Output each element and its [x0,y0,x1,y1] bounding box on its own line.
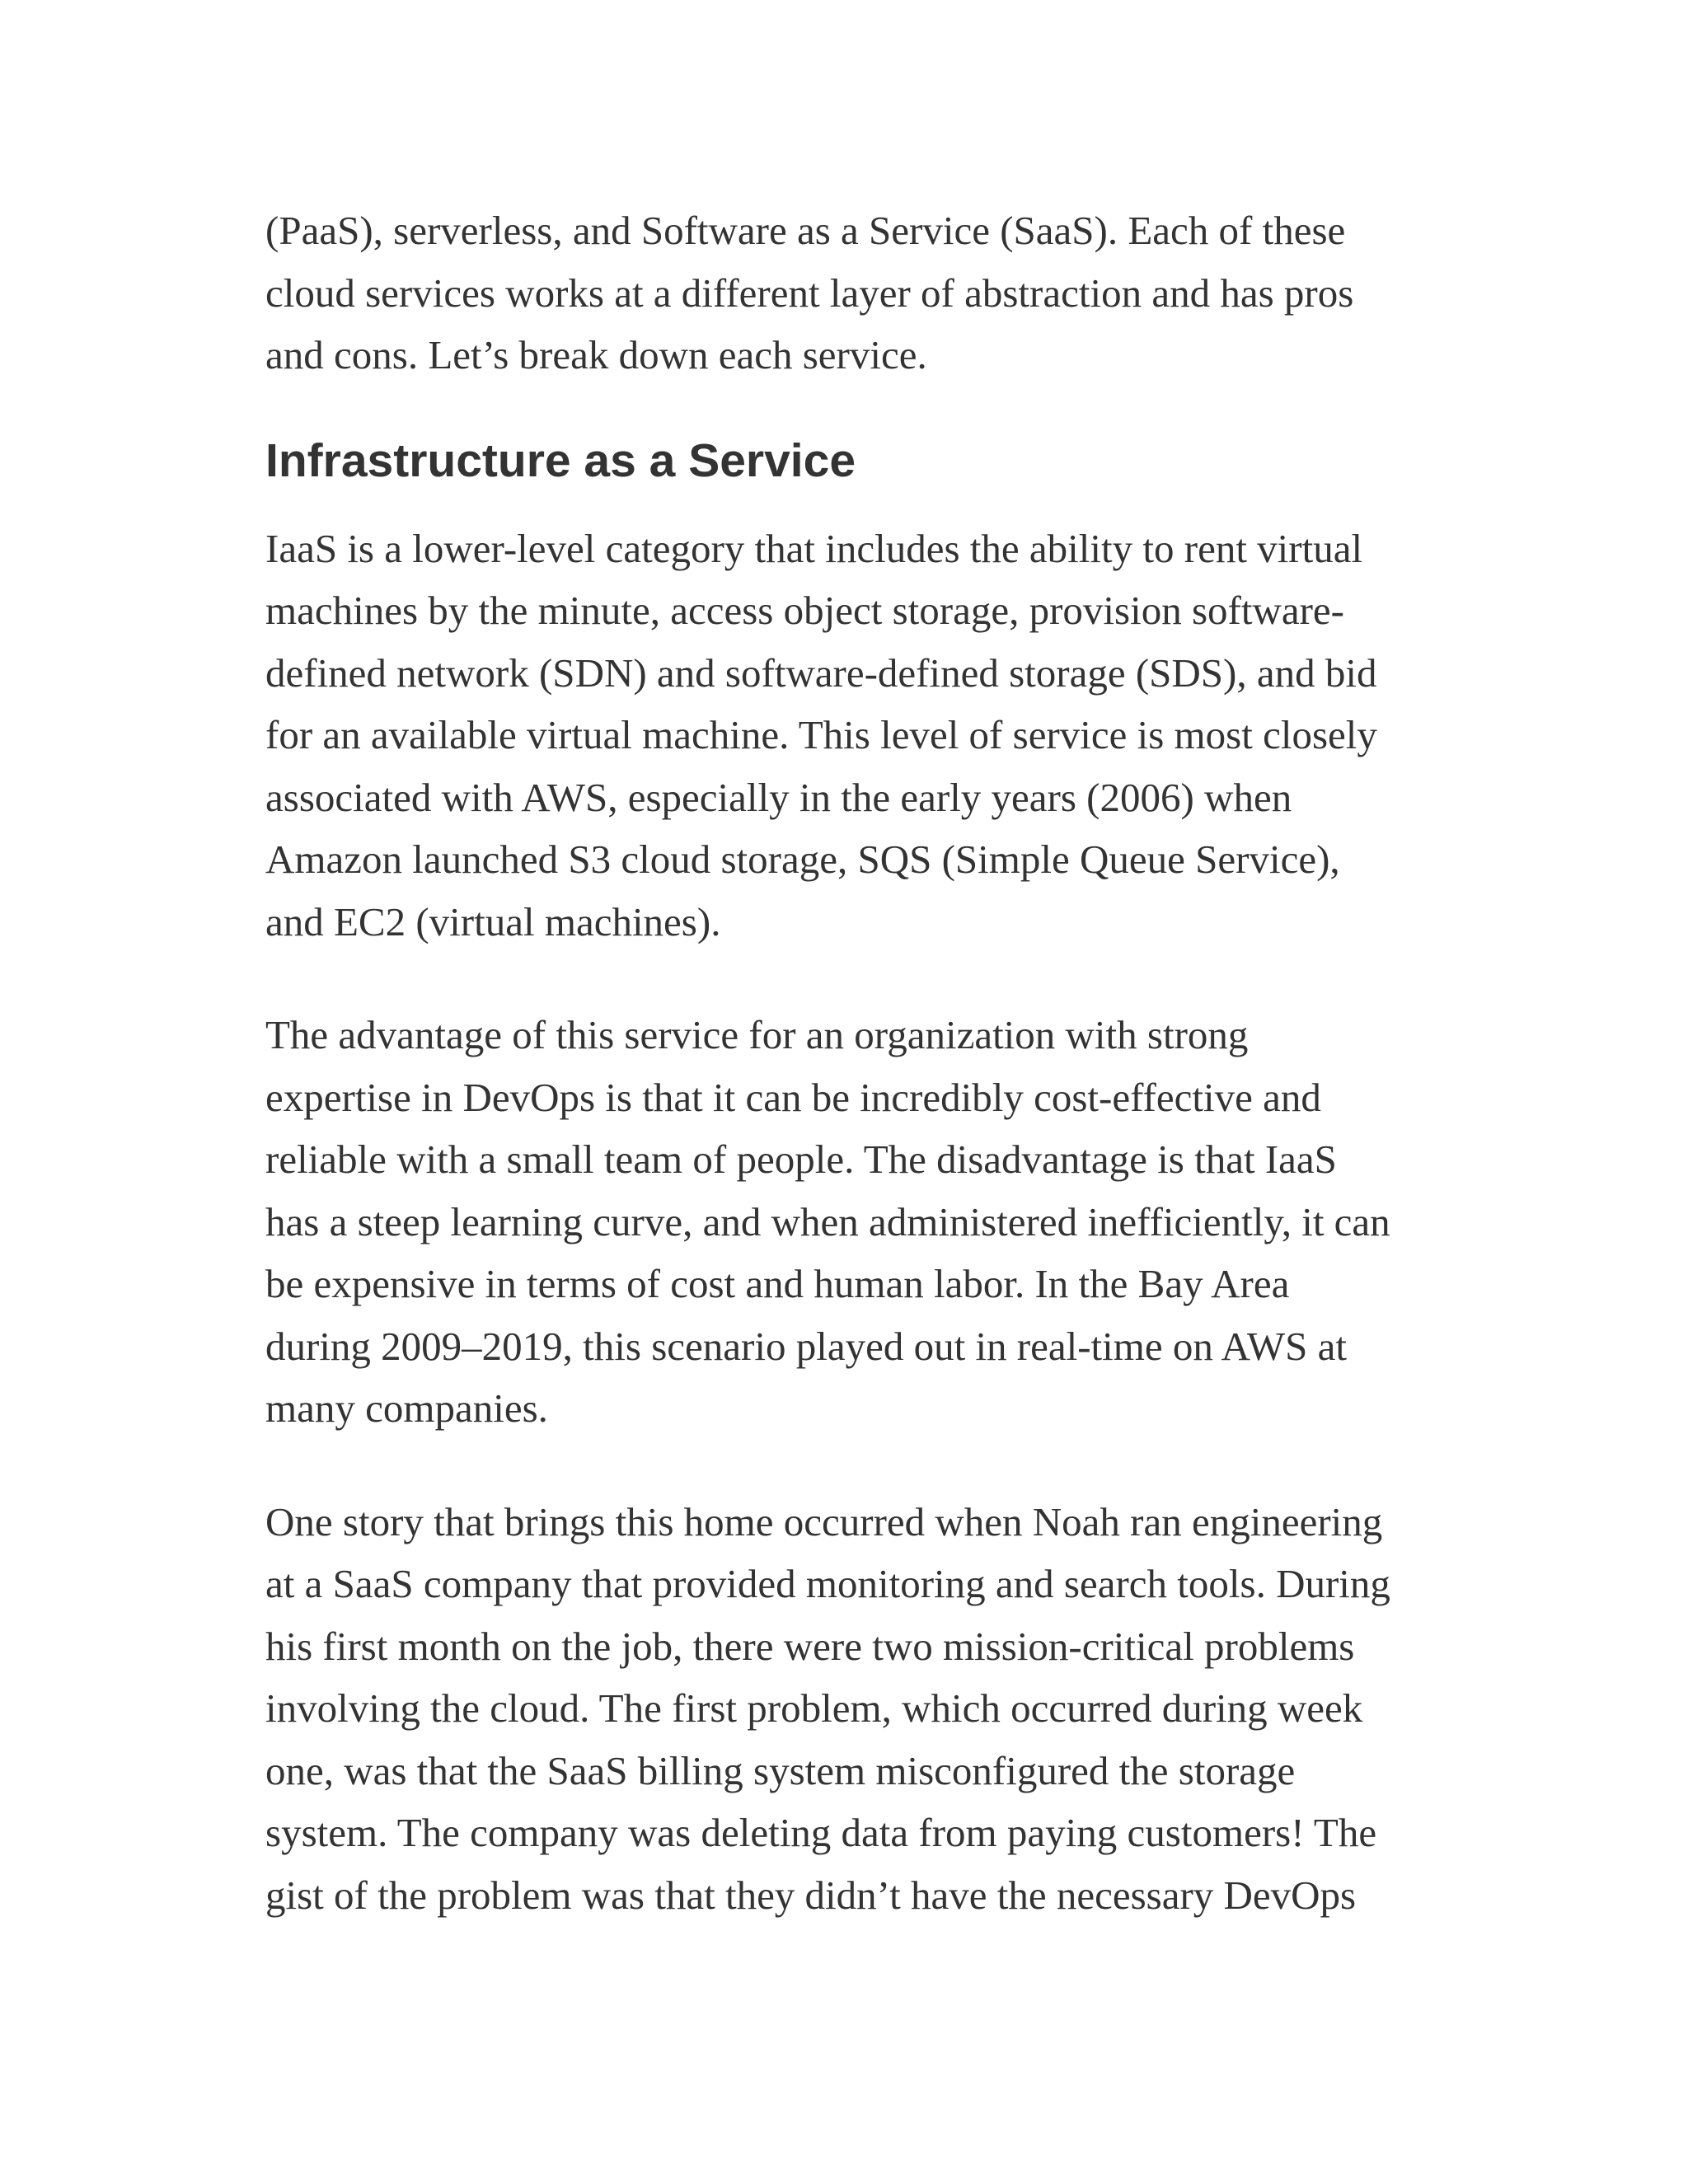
text-line: during 2009–2019, this scenario played out in real-time on AWS at [265,1323,1348,1369]
text-line: many companies. [265,1385,548,1431]
document-page [265,199,1436,1926]
text-line: and cons. Let’s break down each service. [265,332,927,377]
text-line: and EC2 (virtual machines). [265,898,721,944]
text-line: (PaaS), serverless, and Software as a Service (SaaS). Each of these [265,208,1346,253]
text-line: cloud services works at a different layer of abstraction and has pros [265,269,1354,316]
text-line: system. The company was deleting data from paying customers! The [265,1810,1377,1855]
section-heading: Infrastructure as a Service [265,434,856,487]
body-paragraph [265,1004,1436,1440]
text-line: be expensive in terms of cost and human labor. In the Bay Area [265,1261,1290,1306]
text-line: at a SaaS company that provided monitoring and search tools. During [265,1561,1390,1606]
text-line: IaaS is a lower-level category that includes the ability to rent virtual [265,525,1363,571]
text-line: has a steep learning curve, and when administered inefficiently, it can [265,1198,1390,1244]
text-line: associated with AWS, especially in the early years (2006) when [265,774,1292,820]
text-line: involving the cloud. The first problem, which occurred during week [265,1685,1363,1731]
text-line: defined network (SDN) and software-defined storage (SDS), and bid [265,649,1377,696]
text-line: One story that brings this home occurred when Noah ran engineering [265,1498,1383,1544]
body-paragraph [265,1491,1436,1927]
text-line: for an available virtual machine. This level of service is most closely [265,712,1377,757]
text-line: his first month on the job, there were two mission-critical problems [265,1623,1355,1669]
text-line: reliable with a small team of people. The disadvantage is that IaaS [265,1137,1337,1182]
text-line: Amazon launched S3 cloud storage, SQS (Simple Queue Service), [265,837,1340,882]
body-paragraph [265,518,1436,954]
text-line: one, was that the SaaS billing system misconfigured the storage [265,1747,1296,1793]
text-line: machines by the minute, access object storage, provision software- [265,588,1344,633]
text-line: The advantage of this service for an organization with strong [265,1012,1249,1057]
text-line: expertise in DevOps is that it can be incredibly cost-effective and [265,1074,1321,1120]
text-line: gist of the problem was that they didn’t have the necessary DevOps [265,1872,1357,1918]
intro-paragraph [265,199,1436,387]
